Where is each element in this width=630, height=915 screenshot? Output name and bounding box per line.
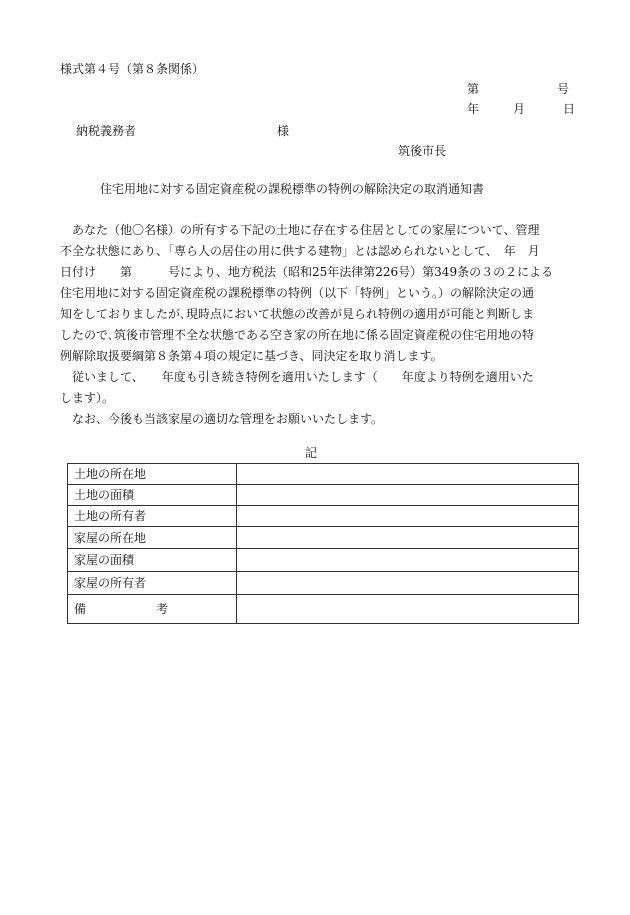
- row-value-house-location: [237, 527, 579, 549]
- document-number-suffix: 号: [557, 82, 570, 96]
- body-line: 住宅用地に対する固定資産税の課税標準の特例（以下「特例」という。）の解除決定の通: [60, 286, 535, 300]
- remarks-label-right: 考: [155, 602, 168, 616]
- recipient-label: 納税義務者: [76, 124, 137, 138]
- row-label-land-area: 土地の面積: [68, 485, 237, 506]
- date-day-label: 日: [563, 102, 576, 116]
- property-details-table: [67, 463, 579, 624]
- body-text: [60, 220, 580, 430]
- body-line: 不全な状態にあり、｢専ら人の居住の用に供する建物」とは認められないとして、 年 月: [60, 244, 540, 258]
- sender-name: 筑後市長: [398, 144, 447, 158]
- table-row: [68, 549, 579, 572]
- table-row: [68, 595, 579, 624]
- body-line: 例解除取扱要綱第８条第４項の規定に基づき、同決定を取り消します。: [60, 349, 443, 363]
- document-title: 住宅用地に対する固定資産税の課税標準の特例の解除決定の取消通知書: [100, 182, 485, 196]
- row-label-house-location: 家屋の所在地: [68, 527, 237, 549]
- row-value-house-owner: [237, 572, 579, 595]
- body-line: あなた（他〇名様）の所有する下記の土地に存在する住居としての家屋について、管理: [60, 223, 540, 237]
- row-label-land-location: 土地の所在地: [68, 464, 237, 485]
- body-line: したので､筑後市管理不全な状態である空き家の所在地に係る固定資産税の住宅用地の特: [60, 328, 535, 342]
- body-line: 知をしておりましたが､現時点において状態の改善が見られ特例の適用が可能と判断しま: [60, 307, 535, 321]
- date-month-label: 月: [513, 102, 526, 116]
- body-line: 日付け 第 号により、地方税法（昭和25年法律第226号）第349条の３の２による: [60, 265, 554, 279]
- ki-heading: 記: [305, 446, 318, 460]
- row-label-house-area: 家屋の面積: [68, 549, 237, 572]
- remarks-label-left: 備: [74, 602, 87, 616]
- row-value-land-location: [237, 464, 579, 485]
- row-value-remarks: [237, 595, 579, 624]
- table-row: [68, 572, 579, 595]
- row-label-house-owner: 家屋の所有者: [68, 572, 237, 595]
- row-value-land-area: [237, 485, 579, 506]
- row-label-remarks: [68, 595, 237, 624]
- body-line: なお、今後も当該家屋の適切な管理をお願いいたします。: [60, 412, 384, 426]
- document-number-prefix: 第: [467, 82, 480, 96]
- recipient-honorific: 様: [277, 124, 290, 138]
- table-row: [68, 485, 579, 506]
- row-label-land-owner: 土地の所有者: [68, 506, 237, 527]
- body-line: します）。: [60, 391, 115, 405]
- table-row: [68, 527, 579, 549]
- table-row: [68, 464, 579, 485]
- body-line: 従いまして、 年度も引き続き特例を適用いたします（ 年度より特例を適用いた: [60, 370, 534, 384]
- table-row: [68, 506, 579, 527]
- form-number: 様式第４号（第８条関係）: [60, 62, 205, 76]
- row-value-land-owner: [237, 506, 579, 527]
- row-value-house-area: [237, 549, 579, 572]
- date-year-label: 年: [467, 102, 480, 116]
